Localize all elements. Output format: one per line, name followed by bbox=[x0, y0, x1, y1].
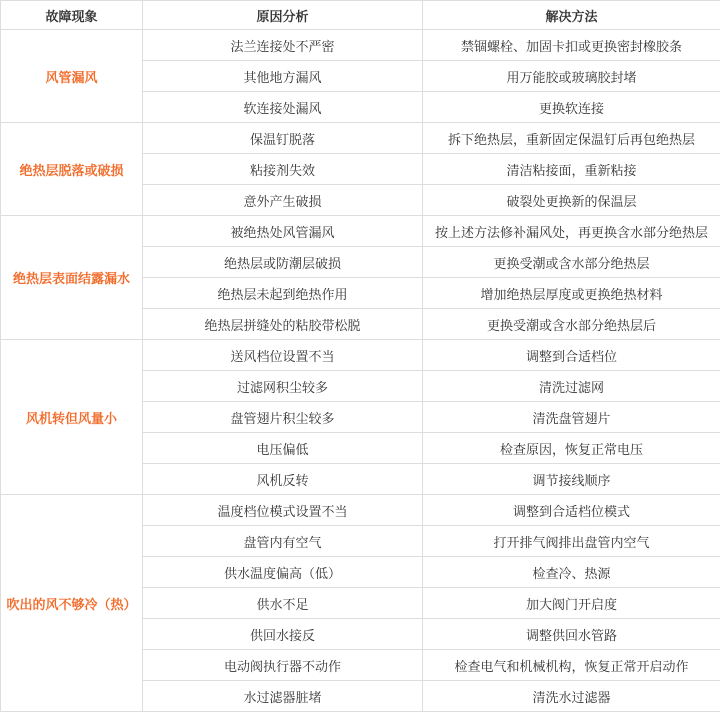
solution-cell: 清洗盘管翅片 bbox=[423, 402, 720, 433]
solution-cell: 拆下绝热层，重新固定保温钉后再包绝热层 bbox=[423, 123, 720, 154]
cause-cell: 粘接剂失效 bbox=[143, 154, 423, 185]
table-row bbox=[1, 123, 720, 154]
cause-cell: 被绝热处风管漏风 bbox=[143, 216, 423, 247]
solution-cell: 调节接线顺序 bbox=[423, 464, 720, 495]
cause-cell: 电压偏低 bbox=[143, 433, 423, 464]
solution-cell: 禁锢螺栓、加固卡扣或更换密封橡胶条 bbox=[423, 30, 720, 61]
solution-cell: 检查原因，恢复正常电压 bbox=[423, 433, 720, 464]
cause-cell: 其他地方漏风 bbox=[143, 61, 423, 92]
solution-cell: 按上述方法修补漏风处，再更换含水部分绝热层 bbox=[423, 216, 720, 247]
cause-cell: 绝热层未起到绝热作用 bbox=[143, 278, 423, 309]
table-row bbox=[1, 340, 720, 371]
cause-cell: 绝热层拼缝处的粘胶带松脱 bbox=[143, 309, 423, 340]
cause-cell: 供水不足 bbox=[143, 588, 423, 619]
cause-cell: 盘管翅片积尘较多 bbox=[143, 402, 423, 433]
symptom-cell: 风管漏风 bbox=[1, 30, 143, 123]
cause-cell: 法兰连接处不严密 bbox=[143, 30, 423, 61]
cause-cell: 保温钉脱落 bbox=[143, 123, 423, 154]
solution-cell: 清洗过滤网 bbox=[423, 371, 720, 402]
solution-cell: 用万能胶或玻璃胶封堵 bbox=[423, 61, 720, 92]
cause-cell: 供回水接反 bbox=[143, 619, 423, 650]
cause-cell: 电动阀执行器不动作 bbox=[143, 650, 423, 681]
header-symptom: 故障现象 bbox=[1, 1, 143, 30]
cause-cell: 绝热层或防潮层破损 bbox=[143, 247, 423, 278]
cause-cell: 意外产生破损 bbox=[143, 185, 423, 216]
table-row bbox=[1, 216, 720, 247]
solution-cell: 调整到合适档位 bbox=[423, 340, 720, 371]
table-row bbox=[1, 30, 720, 61]
solution-cell: 检查电气和机械机构，恢复正常开启动作 bbox=[423, 650, 720, 681]
solution-cell: 调整供回水管路 bbox=[423, 619, 720, 650]
header-row bbox=[1, 1, 720, 30]
symptom-cell: 吹出的风不够冷（热） bbox=[1, 495, 143, 712]
symptom-cell: 绝热层脱落或破损 bbox=[1, 123, 143, 216]
cause-cell: 水过滤器脏堵 bbox=[143, 681, 423, 712]
cause-cell: 风机反转 bbox=[143, 464, 423, 495]
solution-cell: 更换受潮或含水部分绝热层后 bbox=[423, 309, 720, 340]
solution-cell: 调整到合适档位模式 bbox=[423, 495, 720, 526]
header-cause: 原因分析 bbox=[143, 1, 423, 30]
cause-cell: 过滤网积尘较多 bbox=[143, 371, 423, 402]
symptom-cell: 绝热层表面结露漏水 bbox=[1, 216, 143, 340]
solution-cell: 更换受潮或含水部分绝热层 bbox=[423, 247, 720, 278]
solution-cell: 加大阀门开启度 bbox=[423, 588, 720, 619]
cause-cell: 温度档位模式设置不当 bbox=[143, 495, 423, 526]
solution-cell: 破裂处更换新的保温层 bbox=[423, 185, 720, 216]
solution-cell: 打开排气阀排出盘管内空气 bbox=[423, 526, 720, 557]
table-row bbox=[1, 495, 720, 526]
table-body bbox=[1, 30, 720, 712]
cause-cell: 送风档位设置不当 bbox=[143, 340, 423, 371]
solution-cell: 清洗水过滤器 bbox=[423, 681, 720, 712]
solution-cell: 更换软连接 bbox=[423, 92, 720, 123]
symptom-cell: 风机转但风量小 bbox=[1, 340, 143, 495]
solution-cell: 清洁粘接面，重新粘接 bbox=[423, 154, 720, 185]
solution-cell: 检查冷、热源 bbox=[423, 557, 720, 588]
header-solution: 解决方法 bbox=[423, 1, 720, 30]
cause-cell: 盘管内有空气 bbox=[143, 526, 423, 557]
cause-cell: 供水温度偏高（低） bbox=[143, 557, 423, 588]
cause-cell: 软连接处漏风 bbox=[143, 92, 423, 123]
solution-cell: 增加绝热层厚度或更换绝热材料 bbox=[423, 278, 720, 309]
